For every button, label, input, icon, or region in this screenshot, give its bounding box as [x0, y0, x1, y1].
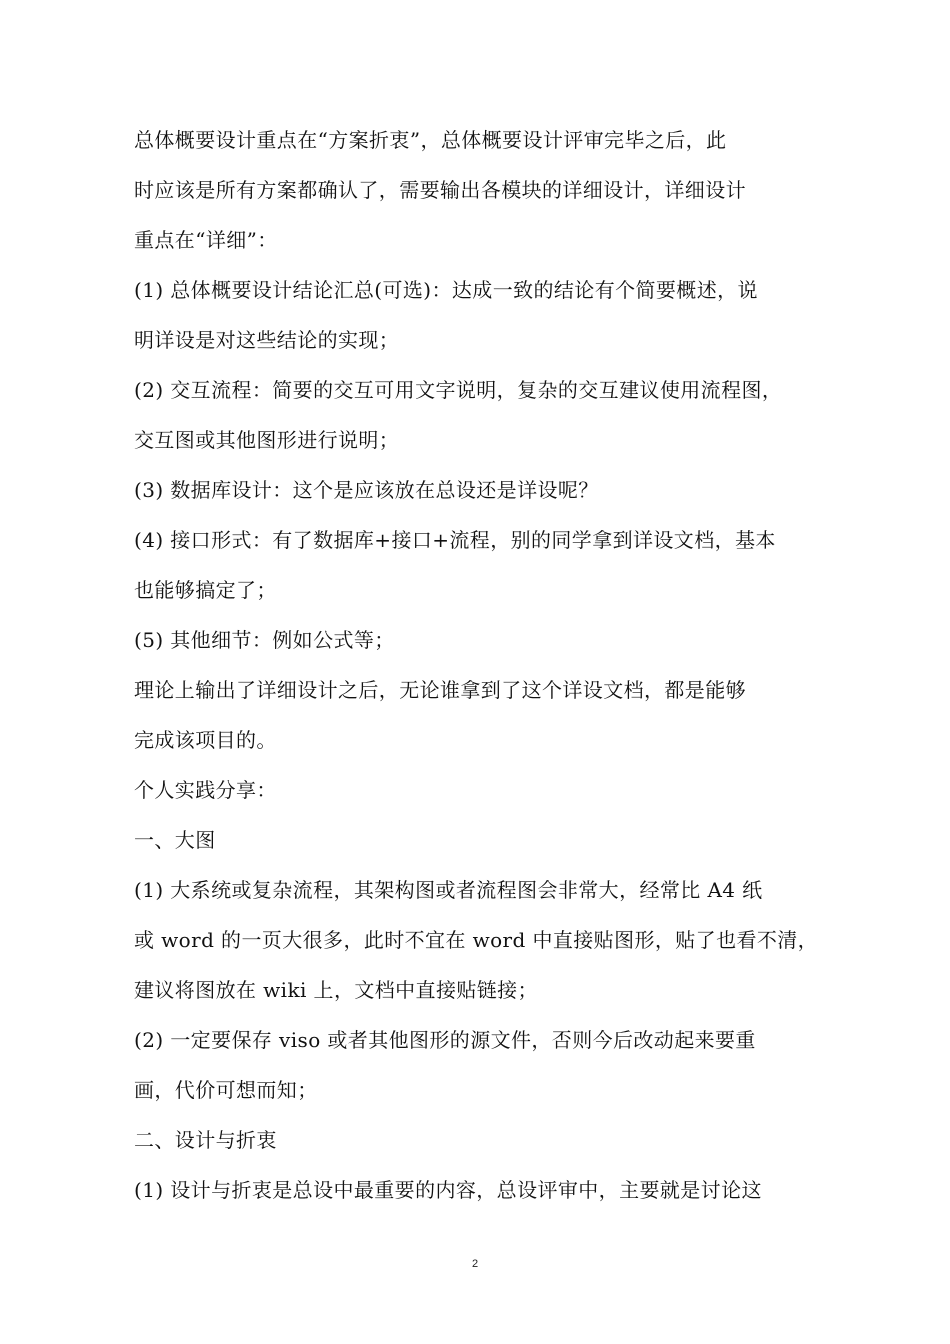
text-line: 建议将图放在 wiki 上，文档中直接贴链接；: [134, 978, 538, 1002]
text-line: (1) 总体概要设计结论汇总(可选)：达成一致的结论有个简要概述，说: [134, 278, 758, 302]
section-heading: 二、设计与折衷: [134, 1128, 277, 1152]
text-line: 理论上输出了详细设计之后，无论谁拿到了这个详设文档，都是能够: [134, 678, 746, 702]
text-line: (3) 数据库设计：这个是应该放在总设还是详设呢？: [134, 478, 599, 502]
text-line: (2) 交互流程：简要的交互可用文字说明，复杂的交互建议使用流程图，: [134, 378, 783, 402]
text-line: 也能够搞定了；: [134, 578, 277, 602]
text-line: 明详设是对这些结论的实现；: [134, 328, 400, 352]
text-line: 或 word 的一页大很多，此时不宜在 word 中直接贴图形，贴了也看不清，: [134, 928, 819, 952]
text-line: (1) 设计与折衷是总设中最重要的内容，总设评审中，主要就是讨论这: [134, 1178, 762, 1202]
text-line: 重点在“详细”：: [134, 228, 278, 252]
text-line: (5) 其他细节：例如公式等；: [134, 628, 395, 652]
section-heading: 一、大图: [134, 828, 216, 852]
text-line: (4) 接口形式：有了数据库+接口+流程，别的同学拿到详设文档，基本: [134, 528, 776, 552]
text-line: (2) 一定要保存 viso 或者其他图形的源文件，否则今后改动起来要重: [134, 1028, 756, 1052]
text-line: 交互图或其他图形进行说明；: [134, 428, 400, 452]
text-line: (1) 大系统或复杂流程，其架构图或者流程图会非常大，经常比 A4 纸: [134, 878, 763, 902]
text-line: 时应该是所有方案都确认了，需要输出各模块的详细设计，详细设计: [134, 178, 746, 202]
text-line: 完成该项目的。: [134, 728, 277, 752]
text-line: 画，代价可想而知；: [134, 1078, 318, 1102]
text-line: 个人实践分享：: [134, 778, 277, 802]
page-number: 2: [471, 1258, 479, 1270]
text-line: 总体概要设计重点在“方案折衷”，总体概要设计评审完毕之后，此: [134, 128, 727, 152]
